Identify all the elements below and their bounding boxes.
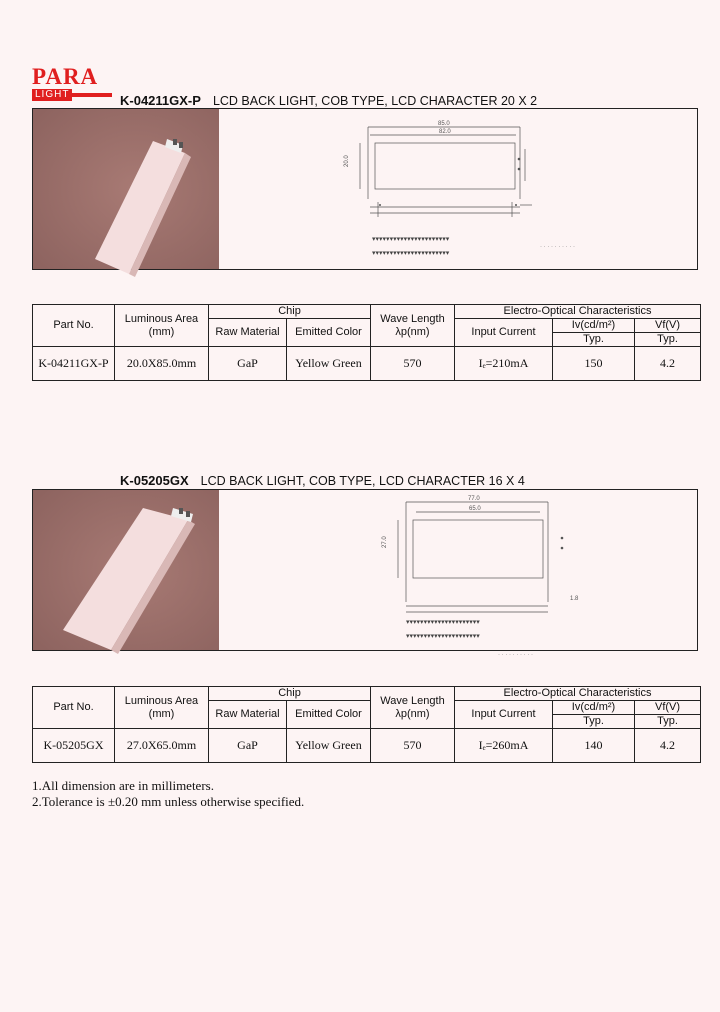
svg-text:▾▾▾▾▾▾▾▾▾▾▾▾▾▾▾▾▾▾▾▾▾▾: ▾▾▾▾▾▾▾▾▾▾▾▾▾▾▾▾▾▾▾▾▾▾ bbox=[372, 250, 450, 257]
header-wave-length: Wave Length λp(nm) bbox=[371, 305, 455, 347]
header-vf-typ: Typ. bbox=[635, 715, 701, 729]
svg-text:1.8: 1.8 bbox=[570, 596, 579, 602]
header-electro-optical: Electro-Optical Characteristics bbox=[455, 687, 701, 701]
notes bbox=[32, 778, 304, 810]
product-1-photo bbox=[33, 109, 219, 269]
row-luminous-area: 27.0X65.0mm bbox=[115, 729, 209, 763]
row-iv-typ: 150 bbox=[553, 347, 635, 381]
product-2-description: LCD BACK LIGHT, COB TYPE, LCD CHARACTER 16 X 4 bbox=[200, 474, 525, 488]
row-raw-material: GaP bbox=[209, 729, 287, 763]
row-raw-material: GaP bbox=[209, 347, 287, 381]
header-iv: Iv(cd/m²) bbox=[553, 701, 635, 715]
header-vf-typ: Typ. bbox=[635, 333, 701, 347]
svg-text:27.0: 27.0 bbox=[382, 536, 388, 548]
header-chip: Chip bbox=[209, 305, 371, 319]
product-1-heading bbox=[120, 93, 537, 108]
row-emitted-color: Yellow Green bbox=[287, 729, 371, 763]
row-wave-length: 570 bbox=[371, 729, 455, 763]
header-chip: Chip bbox=[209, 687, 371, 701]
header-iv: Iv(cd/m²) bbox=[553, 319, 635, 333]
header-part-no: Part No. bbox=[33, 305, 115, 347]
row-vf-typ: 4.2 bbox=[635, 729, 701, 763]
product-1-figure-block bbox=[32, 108, 698, 270]
product-1-dimension-drawing bbox=[220, 109, 697, 269]
header-raw-material: Raw Material bbox=[209, 701, 287, 729]
row-input-current: Iₑ=210mA bbox=[455, 347, 553, 381]
header-luminous-area: Luminous Area (mm) bbox=[115, 687, 209, 729]
product-2-part-no: K-05205GX bbox=[120, 473, 189, 488]
row-emitted-color: Yellow Green bbox=[287, 347, 371, 381]
svg-text:▾▾▾▾▾▾▾▾▾▾▾▾▾▾▾▾▾▾▾▾▾▾: ▾▾▾▾▾▾▾▾▾▾▾▾▾▾▾▾▾▾▾▾▾▾ bbox=[372, 236, 450, 243]
header-emitted-color: Emitted Color bbox=[287, 319, 371, 347]
svg-text:85.0: 85.0 bbox=[438, 121, 450, 127]
svg-text:· · · · · · · · · ·: · · · · · · · · · · bbox=[540, 244, 575, 250]
product-2-dimension-drawing bbox=[220, 490, 697, 658]
header-iv-typ: Typ. bbox=[553, 715, 635, 729]
brand-logo-bottom: LIGHT bbox=[32, 89, 72, 101]
svg-text:▾▾▾▾▾▾▾▾▾▾▾▾▾▾▾▾▾▾▾▾▾: ▾▾▾▾▾▾▾▾▾▾▾▾▾▾▾▾▾▾▾▾▾ bbox=[406, 633, 480, 640]
product-1-spec-table bbox=[32, 304, 701, 381]
svg-text:82.0: 82.0 bbox=[439, 129, 451, 135]
note-2: 2.Tolerance is ±0.20 mm unless otherwise specified. bbox=[32, 794, 305, 809]
product-2-photo bbox=[33, 490, 219, 650]
product-2-heading bbox=[120, 473, 525, 488]
brand-logo bbox=[32, 66, 112, 101]
header-raw-material: Raw Material bbox=[209, 319, 287, 347]
row-luminous-area: 20.0X85.0mm bbox=[115, 347, 209, 381]
svg-text:20.0: 20.0 bbox=[344, 155, 350, 167]
row-vf-typ: 4.2 bbox=[635, 347, 701, 381]
row-wave-length: 570 bbox=[371, 347, 455, 381]
header-electro-optical: Electro-Optical Characteristics bbox=[455, 305, 701, 319]
svg-text:77.0: 77.0 bbox=[468, 496, 480, 502]
header-vf: Vf(V) bbox=[635, 319, 701, 333]
row-part-no: K-05205GX bbox=[33, 729, 115, 763]
svg-text:▾▾▾▾▾▾▾▾▾▾▾▾▾▾▾▾▾▾▾▾▾: ▾▾▾▾▾▾▾▾▾▾▾▾▾▾▾▾▾▾▾▾▾ bbox=[406, 619, 480, 626]
product-1-description: LCD BACK LIGHT, COB TYPE, LCD CHARACTER 20 X 2 bbox=[212, 94, 538, 108]
product-2-spec-table bbox=[32, 686, 701, 763]
header-iv-typ: Typ. bbox=[553, 333, 635, 347]
header-emitted-color: Emitted Color bbox=[287, 701, 371, 729]
row-input-current: Iₑ=260mA bbox=[455, 729, 553, 763]
row-iv-typ: 140 bbox=[553, 729, 635, 763]
svg-text:· · · · · · · · · ·: · · · · · · · · · · bbox=[498, 652, 533, 658]
note-1: 1.All dimension are in millimeters. bbox=[32, 778, 214, 793]
header-luminous-area: Luminous Area (mm) bbox=[115, 305, 209, 347]
header-input-current: Input Current bbox=[455, 319, 553, 347]
brand-logo-top: PARA bbox=[32, 64, 99, 89]
product-2-figure-block bbox=[32, 489, 698, 658]
header-input-current: Input Current bbox=[455, 701, 553, 729]
header-wave-length: Wave Length λp(nm) bbox=[371, 687, 455, 729]
product-1-part-no: K-04211GX-P bbox=[120, 93, 201, 108]
header-part-no: Part No. bbox=[33, 687, 115, 729]
header-vf: Vf(V) bbox=[635, 701, 701, 715]
svg-text:65.0: 65.0 bbox=[469, 506, 481, 512]
row-part-no: K-04211GX-P bbox=[33, 347, 115, 381]
